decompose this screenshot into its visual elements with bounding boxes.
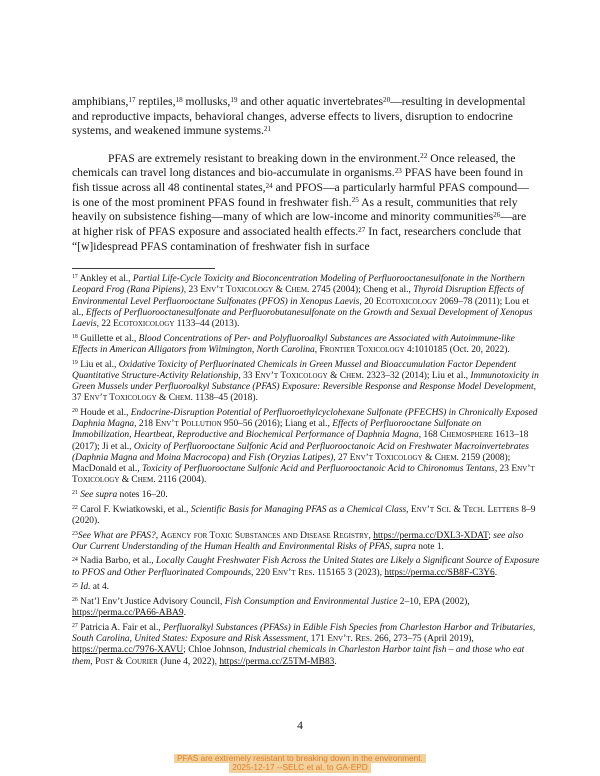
text-run: Liu et al., bbox=[80, 359, 119, 370]
text-run: , bbox=[314, 344, 320, 355]
text-run: amphibians, bbox=[72, 95, 129, 108]
text-run: notes 16–20. bbox=[117, 490, 168, 501]
footnote-number: 26 bbox=[72, 597, 78, 604]
text-run: 1138–45 (2018). bbox=[192, 393, 258, 404]
text-run: (June 4, 2022), bbox=[157, 656, 220, 667]
text-run: Oxidative Toxicity of Perfluorinated Chemicals in Green Mussel and Bioaccumulation Factor Dependent Quantitative Structure-Activity Relationship bbox=[72, 359, 517, 381]
text-run: Post & Courier bbox=[95, 656, 158, 667]
footnote-19 bbox=[72, 360, 540, 405]
footnote-text bbox=[72, 360, 539, 404]
text-run: , 23 bbox=[494, 464, 512, 475]
text-run: 4:1010185 (Oct. 20, 2022). bbox=[404, 344, 510, 355]
text-run: , bbox=[90, 656, 96, 667]
text-run: and other aquatic invertebrates bbox=[237, 95, 384, 108]
text-run: 2–10, EPA (2002), bbox=[397, 597, 470, 608]
text-run: Frontier Toxicology bbox=[319, 344, 405, 355]
text-run: 2745 (2004); Cheng et al., bbox=[309, 285, 414, 296]
text-run: Env’t Sci. & Tech. Letters bbox=[410, 504, 519, 515]
perma-link[interactable]: https://perma.cc/7976-XAVU bbox=[72, 645, 184, 656]
text-run: 8–9 (2020). bbox=[72, 504, 536, 526]
footnote-22 bbox=[72, 505, 540, 528]
text-run: Oxicity of Perfluorooctane Sulfonic Acid and Perfluorooctanoic Acid on Freshwater Macroinvertebrates (Daphnia Magna and Moina Macrocopa) and Fish (Oryzias Latipes) bbox=[72, 441, 529, 463]
footnote-ref: 23 bbox=[394, 167, 402, 176]
text-run: Ankley et al., bbox=[79, 274, 133, 284]
text-run: Nadia Barbo, et al., bbox=[80, 556, 156, 567]
text-run: —resulting in developmental and reproductive impacts, behavioral changes, adverse effects to livers, disruption to endocrine systems, and weakened immune systems. bbox=[72, 95, 526, 138]
text-run: , 218 bbox=[134, 419, 156, 430]
stamp-row-2 bbox=[0, 763, 600, 773]
text-run: Locally Caught Freshwater Fish Across the United States are Likely a Significant Source of Exposure to PFOS and Other Perfluorinated Compounds bbox=[72, 556, 540, 578]
footnote-separator bbox=[72, 268, 215, 269]
text-run: Ecotoxicology bbox=[113, 319, 175, 329]
text-run: 2159 (2008); MacDonald et al., bbox=[72, 452, 511, 475]
text-run: PFAS have been found in fish tissue across all 48 continental states, bbox=[72, 166, 524, 195]
stamp-line-1: PFAS are extremely resistant to breaking down in the environment. bbox=[174, 754, 426, 764]
text-run: Thyroid Disruption Effects of Environmental Level Perfluorooctane Sulfonates (PFOS) in Xenopus Laevis bbox=[72, 285, 524, 307]
footnote-text bbox=[78, 490, 168, 500]
footnote-23 bbox=[72, 531, 540, 554]
footnote-text bbox=[72, 556, 539, 577]
footnote-27 bbox=[72, 623, 540, 668]
text-run: Industrial chemicals in Charleston Harbor taint fish – and those who eat them bbox=[72, 645, 525, 667]
text-run: ; Chloe Johnson, bbox=[183, 645, 249, 656]
text-run: , 168 bbox=[418, 430, 440, 441]
text-run: , 37 bbox=[72, 382, 536, 404]
stamp-line-2: 2025-12-17 --SELC et al. to GA-EPD bbox=[229, 763, 371, 773]
text-run: Env’t Toxicology & Chem. bbox=[349, 452, 459, 463]
text-run: , 171 bbox=[306, 634, 328, 645]
footnote-18 bbox=[72, 334, 540, 357]
footnote-24 bbox=[72, 556, 540, 579]
text-run: 2116 (2004). bbox=[155, 475, 207, 486]
text-run: Ecotoxicology bbox=[375, 296, 438, 307]
text-run: 1613–18 (2017); Ji et al., bbox=[72, 430, 529, 452]
text-run: 2069–78 (2011); Lou et al., bbox=[72, 296, 530, 318]
text-run: As a result, communities that rely heavily on subsistence fishing—many of which are low-income and minority communities bbox=[72, 195, 518, 224]
footnote-text bbox=[72, 597, 470, 618]
text-run: Id. bbox=[80, 582, 91, 593]
text-run: see also Our Current Understanding of the Human Health and Environmental Risks of PFAS bbox=[72, 530, 524, 552]
footnote-ref: 27 bbox=[358, 225, 366, 234]
body-text bbox=[72, 95, 530, 255]
body-paragraph-1 bbox=[72, 95, 530, 139]
text-run: ; bbox=[488, 530, 494, 541]
text-run: , bbox=[389, 541, 395, 552]
footnote-17 bbox=[72, 274, 540, 330]
text-run: Env’t Toxicology & Chem. bbox=[200, 285, 310, 296]
text-run: , bbox=[368, 530, 374, 541]
footnote-number: 17 bbox=[72, 274, 78, 281]
footnote-text bbox=[72, 623, 535, 667]
text-run: In fact, researchers conclude that “[w]idespread PFAS contamination of freshwater fish in surface bbox=[72, 225, 522, 253]
text-run: , 33 bbox=[238, 370, 255, 381]
footnote-text bbox=[72, 505, 535, 526]
text-run: Env’t Toxicology & Chem. bbox=[83, 393, 193, 404]
text-run: Patricia A. Fair et al., bbox=[80, 622, 164, 633]
text-run: . bbox=[494, 567, 498, 578]
footnote-text bbox=[72, 531, 523, 552]
text-run: 266, 273–75 (April 2019), bbox=[372, 634, 474, 645]
footnote-text bbox=[72, 334, 515, 355]
text-run: PFAS are extremely resistant to breaking down in the environment. bbox=[108, 151, 421, 165]
footnote-text bbox=[72, 274, 533, 329]
text-run: Effects of Perfluorooctane Sulfonate on Immobilization, Heartbeat, Reproductive and Biochemical Performance of Daphnia Magna bbox=[72, 419, 482, 441]
perma-link[interactable]: https://perma.cc/SB8F-C3Y6 bbox=[384, 567, 495, 578]
text-run: 1133–44 (2013). bbox=[174, 319, 240, 329]
text-run: , 22 bbox=[96, 319, 114, 329]
text-run: 950–56 (2016); Liang et al., bbox=[221, 419, 333, 430]
text-run: Houde et al., bbox=[80, 407, 131, 418]
footnote-number: 23 bbox=[72, 530, 78, 537]
text-run: . bbox=[334, 656, 337, 667]
text-run: —are at higher risk of PFAS exposure and associated health effects. bbox=[72, 210, 527, 239]
footnote-ref: 17 bbox=[128, 95, 136, 104]
footnote-number: 27 bbox=[72, 623, 78, 630]
perma-link[interactable]: https://perma.cc/Z5TM-MB83 bbox=[219, 656, 335, 667]
text-run: Effects of Perfluorooctanesulfonate and Perfluorobutanesulfonate on the Growth and Sexual Development of Xenopus Laevis bbox=[72, 307, 533, 329]
text-run: , bbox=[406, 504, 411, 515]
text-run: See supra bbox=[80, 490, 118, 501]
footnote-20 bbox=[72, 408, 540, 487]
text-run: . bbox=[183, 608, 186, 619]
text-run: Chemosphere bbox=[439, 430, 493, 441]
text-run: Perfluoralkyl Substances (PFASs) in Edible Fish Species from Charleston Harbor and Tributaries, South Carolina, United States: Exposure and Risk Assessment bbox=[72, 622, 536, 645]
text-run: mollusks, bbox=[182, 95, 231, 108]
perma-link[interactable]: https://perma.cc/PA66-ABA9 bbox=[72, 608, 184, 619]
text-run: Fish Consumption and Environmental Justice bbox=[224, 597, 398, 608]
text-run: and PFOS—a particularly harmful PFAS compound—is one of the most prominent PFAS found in freshwater fish. bbox=[72, 181, 529, 209]
footnote-ref: 18 bbox=[175, 95, 183, 104]
footnote-number: 25 bbox=[72, 582, 78, 589]
text-run: , 220 bbox=[251, 567, 273, 578]
footnote-number: 24 bbox=[72, 556, 78, 563]
text-run: Carol F. Kwiatkowski, et al., bbox=[80, 504, 191, 515]
text-run: Nat’l Env’t Justice Advisory Council, bbox=[80, 597, 225, 608]
text-run: , 20 bbox=[359, 296, 376, 307]
text-run: Immunotoxicity in Green Mussels under Perfluoroalkyl Substance (PFAS) Exposure: Reversible Response and Response Model Development bbox=[72, 370, 539, 393]
footnote-number: 21 bbox=[72, 490, 78, 497]
text-run: Env’t Res. bbox=[272, 567, 315, 578]
text-run: Guillette et al., bbox=[80, 333, 139, 344]
text-run: Agency for Toxic Substances and Disease Registry bbox=[160, 530, 369, 541]
text-run: Blood Concentrations of Per- and Polyfluoroalkyl Substances are Associated with Autoimmune-like Effects in American Alligators from Wilmington, North Carolina bbox=[72, 333, 515, 355]
text-run: Env’t Toxicology & Chem. bbox=[72, 464, 535, 486]
body-paragraph-2 bbox=[72, 152, 530, 255]
text-run: supra bbox=[394, 541, 416, 552]
text-run: Partial Life-Cycle Toxicity and Bioconcentration Modeling of Perfluorooctanesulfonate in the Northern Leopard Frog (Rana Pipiens) bbox=[72, 274, 525, 296]
footnote-text bbox=[72, 408, 537, 486]
text-run: note 1. bbox=[415, 541, 444, 552]
footnote-number: 22 bbox=[72, 505, 78, 512]
footnote-ref: 19 bbox=[230, 95, 238, 104]
footnote-number: 20 bbox=[72, 408, 78, 415]
footnote-26 bbox=[72, 597, 540, 620]
footnotes-section bbox=[72, 274, 540, 671]
footnote-number: 19 bbox=[72, 359, 78, 366]
footnote-number: 18 bbox=[72, 334, 78, 341]
footnote-ref: 26 bbox=[493, 211, 501, 220]
text-run: Endocrine-Disruption Potential of Perfluoroethylcyclohexane Sulfonate (PFECHS) in Chronically Exposed Daphnia Magna bbox=[72, 407, 538, 430]
footnote-ref: 22 bbox=[420, 152, 428, 161]
text-run: See What are PFAS? bbox=[77, 530, 156, 541]
text-run: Env’t. Res. bbox=[327, 634, 373, 645]
footnote-25 bbox=[72, 582, 540, 593]
footnote-21 bbox=[72, 490, 540, 501]
footnote-ref: 20 bbox=[383, 95, 391, 104]
text-run: Scientific Basis for Managing PFAS as a Chemical Class bbox=[190, 504, 407, 515]
footnote-text bbox=[78, 582, 109, 592]
text-run: 2323–32 (2014); Liu et al., bbox=[363, 370, 471, 381]
text-run: Env’t Pollution bbox=[155, 419, 222, 430]
perma-link[interactable]: https://perma.cc/DXL3-XDAT bbox=[373, 530, 489, 541]
text-run: , 27 bbox=[333, 452, 350, 463]
text-run: reptiles, bbox=[135, 95, 176, 108]
text-run: Toxicity of Perfluorooctane Sulfonic Acid and Perfluorooctanoic Acid to Chironomus Tentans bbox=[141, 464, 495, 475]
footnote-ref: 25 bbox=[351, 196, 359, 205]
text-run: , 23 bbox=[183, 285, 201, 296]
text-run: at 4. bbox=[90, 582, 110, 593]
text-run: 115165 3 (2023), bbox=[314, 567, 385, 578]
page-number: 4 bbox=[297, 719, 303, 732]
footnote-ref: 24 bbox=[265, 181, 273, 190]
text-run: Env’t Toxicology & Chem. bbox=[254, 370, 364, 381]
footnote-ref: 21 bbox=[263, 125, 272, 134]
stamp-overlay bbox=[0, 754, 600, 773]
text-run: , bbox=[155, 530, 161, 541]
text-run: Once released, the chemicals can travel long distances and bio-accumulate in organisms. bbox=[72, 151, 516, 180]
